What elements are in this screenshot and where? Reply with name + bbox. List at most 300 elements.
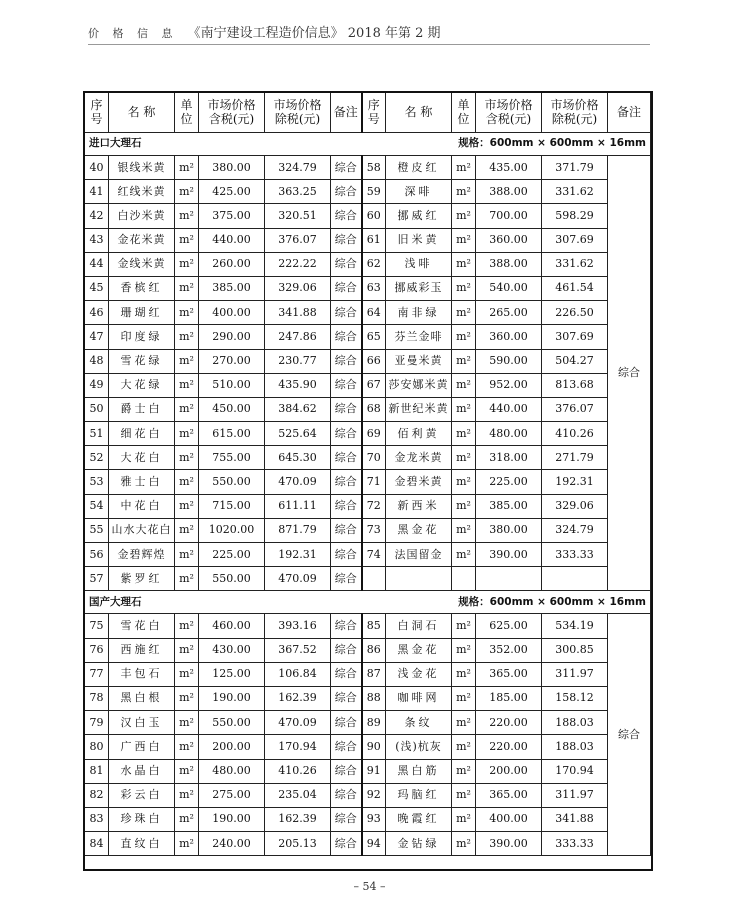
item-price-notax: 813.68 — [542, 373, 608, 397]
table-row — [85, 446, 651, 470]
table-row — [85, 301, 651, 325]
item-price-notax: 363.25 — [265, 180, 331, 204]
item-price-tax: 590.00 — [476, 349, 542, 373]
item-unit: m² — [175, 228, 199, 252]
item-note: 综合 — [331, 422, 362, 446]
item-no: 55 — [85, 518, 109, 542]
merged-note: 综合 — [608, 156, 651, 591]
item-name: 红线米黄 — [109, 180, 175, 204]
item-no: 80 — [85, 735, 109, 759]
item-price-tax: 550.00 — [199, 567, 265, 591]
col-price-notax: 市场价格 除税(元) — [542, 93, 608, 133]
page-header — [88, 22, 441, 41]
item-note: 综合 — [331, 397, 362, 421]
item-no: 42 — [85, 204, 109, 228]
col-unit: 单 位 — [175, 93, 199, 133]
item-price-notax: 410.26 — [542, 422, 608, 446]
item-note: 综合 — [331, 301, 362, 325]
table-row — [85, 422, 651, 446]
item-price-notax: 393.16 — [265, 614, 331, 638]
item-note: 综合 — [331, 470, 362, 494]
item-price-notax: 324.79 — [542, 518, 608, 542]
item-name: 丰包石 — [109, 662, 175, 686]
item-price-notax: 162.39 — [265, 807, 331, 831]
item-price-tax: 125.00 — [199, 662, 265, 686]
item-no: 48 — [85, 349, 109, 373]
item-price-tax: 365.00 — [476, 783, 542, 807]
col-note: 备注 — [608, 93, 651, 133]
item-unit: m² — [452, 276, 476, 300]
item-price-notax: 871.79 — [265, 518, 331, 542]
item-price-tax: 430.00 — [199, 638, 265, 662]
item-name: 旧米黄 — [386, 228, 452, 252]
item-name: 晚霞红 — [386, 807, 452, 831]
item-no: 59 — [362, 180, 386, 204]
item-price-notax: 333.33 — [542, 832, 608, 856]
item-price-notax: 247.86 — [265, 325, 331, 349]
item-price-tax: 700.00 — [476, 204, 542, 228]
item-unit: m² — [452, 228, 476, 252]
item-no: 41 — [85, 180, 109, 204]
item-no: 44 — [85, 252, 109, 276]
item-name: 亚曼米黄 — [386, 349, 452, 373]
item-note: 综合 — [331, 325, 362, 349]
item-no: 43 — [85, 228, 109, 252]
item-unit: m² — [452, 759, 476, 783]
item-note: 综合 — [331, 686, 362, 710]
item-unit: m² — [452, 156, 476, 180]
item-unit: m² — [452, 373, 476, 397]
item-no: 76 — [85, 638, 109, 662]
item-price-tax: 275.00 — [199, 783, 265, 807]
item-price-tax: 440.00 — [476, 397, 542, 421]
item-name: 法国留金 — [386, 543, 452, 567]
item-unit: m² — [452, 686, 476, 710]
item-unit: m² — [175, 325, 199, 349]
item-price-notax: 461.54 — [542, 276, 608, 300]
item-note: 综合 — [331, 446, 362, 470]
item-no: 78 — [85, 686, 109, 710]
item-price-tax: 220.00 — [476, 711, 542, 735]
item-unit: m² — [452, 180, 476, 204]
item-price-tax: 260.00 — [199, 252, 265, 276]
item-unit: m² — [175, 662, 199, 686]
item-price-notax: 188.03 — [542, 711, 608, 735]
item-price-notax: 235.04 — [265, 783, 331, 807]
item-unit: m² — [175, 422, 199, 446]
item-price-notax: 162.39 — [265, 686, 331, 710]
item-no: 90 — [362, 735, 386, 759]
item-price-tax: 290.00 — [199, 325, 265, 349]
item-no: 52 — [85, 446, 109, 470]
table-row — [85, 276, 651, 300]
item-price-tax: 952.00 — [476, 373, 542, 397]
item-name: 佰利黄 — [386, 422, 452, 446]
item-name: 爵士白 — [109, 397, 175, 421]
item-price-notax: 534.19 — [542, 614, 608, 638]
item-name: 橙皮红 — [386, 156, 452, 180]
item-price-tax: 480.00 — [199, 759, 265, 783]
item-unit: m² — [175, 252, 199, 276]
item-note: 综合 — [331, 638, 362, 662]
item-unit: m² — [175, 349, 199, 373]
item-unit: m² — [175, 373, 199, 397]
item-price-notax: 504.27 — [542, 349, 608, 373]
col-seq: 序 号 — [362, 93, 386, 133]
item-price-notax: 307.69 — [542, 228, 608, 252]
item-no: 91 — [362, 759, 386, 783]
item-price-tax: 360.00 — [476, 325, 542, 349]
item-price-tax: 380.00 — [199, 156, 265, 180]
item-no: 49 — [85, 373, 109, 397]
item-note: 综合 — [331, 349, 362, 373]
item-name: 黑金花 — [386, 638, 452, 662]
empty-cell — [542, 567, 608, 591]
item-note: 综合 — [331, 156, 362, 180]
table-row — [85, 807, 651, 831]
item-note: 综合 — [331, 180, 362, 204]
item-price-notax: 598.29 — [542, 204, 608, 228]
item-price-tax: 388.00 — [476, 252, 542, 276]
item-name: 山水大花白 — [109, 518, 175, 542]
item-no: 63 — [362, 276, 386, 300]
section-spec: 规格：600mm × 600mm × 16mm — [458, 137, 646, 150]
table-row — [85, 470, 651, 494]
item-price-tax: 200.00 — [199, 735, 265, 759]
item-name: 深啡 — [386, 180, 452, 204]
section-row — [85, 591, 651, 614]
item-note: 综合 — [331, 543, 362, 567]
item-unit: m² — [452, 252, 476, 276]
item-price-tax: 400.00 — [476, 807, 542, 831]
item-price-tax: 270.00 — [199, 349, 265, 373]
empty-cell — [386, 567, 452, 591]
table-row — [85, 494, 651, 518]
item-no: 86 — [362, 638, 386, 662]
item-no: 50 — [85, 397, 109, 421]
item-no: 82 — [85, 783, 109, 807]
item-price-notax: 300.85 — [542, 638, 608, 662]
item-price-notax: 106.84 — [265, 662, 331, 686]
item-note: 综合 — [331, 614, 362, 638]
item-price-tax: 550.00 — [199, 470, 265, 494]
item-name: 西施红 — [109, 638, 175, 662]
item-no: 81 — [85, 759, 109, 783]
item-price-tax: 318.00 — [476, 446, 542, 470]
item-unit: m² — [175, 397, 199, 421]
item-no: 56 — [85, 543, 109, 567]
item-unit: m² — [175, 156, 199, 180]
col-name: 名 称 — [109, 93, 175, 133]
item-unit: m² — [175, 518, 199, 542]
item-price-tax: 400.00 — [199, 301, 265, 325]
item-name: 挪威彩玉 — [386, 276, 452, 300]
item-no: 66 — [362, 349, 386, 373]
item-name: 金钻绿 — [386, 832, 452, 856]
item-price-tax: 550.00 — [199, 711, 265, 735]
item-name: (浅)杭灰 — [386, 735, 452, 759]
item-name: 金碧米黄 — [386, 470, 452, 494]
item-price-notax: 525.64 — [265, 422, 331, 446]
item-price-notax: 226.50 — [542, 301, 608, 325]
item-no: 68 — [362, 397, 386, 421]
item-name: 中花白 — [109, 494, 175, 518]
item-note: 综合 — [331, 276, 362, 300]
item-price-notax: 158.12 — [542, 686, 608, 710]
item-price-tax: 360.00 — [476, 228, 542, 252]
item-price-notax: 376.07 — [265, 228, 331, 252]
item-note: 综合 — [331, 783, 362, 807]
item-name: 金碧辉煌 — [109, 543, 175, 567]
item-no: 71 — [362, 470, 386, 494]
item-name: 水晶白 — [109, 759, 175, 783]
item-price-notax: 333.33 — [542, 543, 608, 567]
item-name: 彩云白 — [109, 783, 175, 807]
item-no: 94 — [362, 832, 386, 856]
item-unit: m² — [175, 301, 199, 325]
item-unit: m² — [452, 446, 476, 470]
item-name: 印度绿 — [109, 325, 175, 349]
item-name: 珊瑚红 — [109, 301, 175, 325]
item-no: 65 — [362, 325, 386, 349]
header-label: 价 格 信 息 — [88, 27, 178, 40]
item-price-notax: 470.09 — [265, 567, 331, 591]
item-no: 40 — [85, 156, 109, 180]
item-price-notax: 311.97 — [542, 783, 608, 807]
item-name: 挪威红 — [386, 204, 452, 228]
item-no: 75 — [85, 614, 109, 638]
item-name: 紫罗红 — [109, 567, 175, 591]
item-no: 85 — [362, 614, 386, 638]
item-price-notax: 435.90 — [265, 373, 331, 397]
item-note: 综合 — [331, 662, 362, 686]
item-no: 72 — [362, 494, 386, 518]
header-rule — [88, 44, 650, 45]
item-price-notax: 205.13 — [265, 832, 331, 856]
item-no: 88 — [362, 686, 386, 710]
item-name: 浅金花 — [386, 662, 452, 686]
item-no: 92 — [362, 783, 386, 807]
item-unit: m² — [175, 832, 199, 856]
item-unit: m² — [175, 204, 199, 228]
item-unit: m² — [452, 614, 476, 638]
merged-note: 综合 — [608, 614, 651, 856]
item-note: 综合 — [331, 518, 362, 542]
item-price-notax: 170.94 — [542, 759, 608, 783]
table-row — [85, 567, 651, 591]
item-unit: m² — [175, 711, 199, 735]
table-row — [85, 686, 651, 710]
item-price-notax: 320.51 — [265, 204, 331, 228]
item-no: 73 — [362, 518, 386, 542]
item-unit: m² — [175, 614, 199, 638]
table-row — [85, 325, 651, 349]
item-no: 57 — [85, 567, 109, 591]
item-price-tax: 220.00 — [476, 735, 542, 759]
item-price-tax: 352.00 — [476, 638, 542, 662]
item-note: 综合 — [331, 373, 362, 397]
item-name: 浅啡 — [386, 252, 452, 276]
item-no: 51 — [85, 422, 109, 446]
page-number: – 54 – — [353, 880, 386, 893]
item-price-notax: 329.06 — [542, 494, 608, 518]
item-price-tax: 190.00 — [199, 686, 265, 710]
col-name: 名 称 — [386, 93, 452, 133]
item-name: 南非绿 — [386, 301, 452, 325]
item-no: 58 — [362, 156, 386, 180]
item-no: 47 — [85, 325, 109, 349]
item-price-notax: 341.88 — [265, 301, 331, 325]
item-unit: m² — [452, 711, 476, 735]
col-unit: 单 位 — [452, 93, 476, 133]
item-note: 综合 — [331, 204, 362, 228]
item-price-tax: 480.00 — [476, 422, 542, 446]
table-row — [85, 543, 651, 567]
item-name: 细花白 — [109, 422, 175, 446]
item-price-notax: 331.62 — [542, 180, 608, 204]
item-name: 金花米黄 — [109, 228, 175, 252]
item-price-tax: 625.00 — [476, 614, 542, 638]
item-no: 46 — [85, 301, 109, 325]
item-unit: m² — [452, 662, 476, 686]
table-row — [85, 662, 651, 686]
item-unit: m² — [452, 543, 476, 567]
item-price-tax: 435.00 — [476, 156, 542, 180]
item-note: 综合 — [331, 832, 362, 856]
item-no: 74 — [362, 543, 386, 567]
item-unit: m² — [175, 686, 199, 710]
item-unit: m² — [452, 325, 476, 349]
item-unit: m² — [452, 397, 476, 421]
item-price-notax: 170.94 — [265, 735, 331, 759]
item-name: 金龙米黄 — [386, 446, 452, 470]
item-name: 珍珠白 — [109, 807, 175, 831]
table-row — [85, 228, 651, 252]
item-name: 黑白筋 — [386, 759, 452, 783]
item-price-notax: 410.26 — [265, 759, 331, 783]
item-note: 综合 — [331, 494, 362, 518]
item-name: 直纹白 — [109, 832, 175, 856]
item-price-notax: 192.31 — [265, 543, 331, 567]
item-name: 新世纪米黄 — [386, 397, 452, 421]
item-unit: m² — [452, 494, 476, 518]
item-note: 综合 — [331, 807, 362, 831]
item-unit: m² — [452, 783, 476, 807]
item-name: 大花绿 — [109, 373, 175, 397]
item-name: 大花白 — [109, 446, 175, 470]
empty-cell — [476, 567, 542, 591]
item-price-notax: 367.52 — [265, 638, 331, 662]
item-price-tax: 390.00 — [476, 832, 542, 856]
item-price-notax: 371.79 — [542, 156, 608, 180]
item-price-notax: 611.11 — [265, 494, 331, 518]
table-row — [85, 783, 651, 807]
item-no: 54 — [85, 494, 109, 518]
item-name: 雪花白 — [109, 614, 175, 638]
table-row — [85, 832, 651, 856]
item-unit: m² — [452, 422, 476, 446]
item-unit: m² — [175, 759, 199, 783]
item-unit: m² — [452, 349, 476, 373]
item-no: 77 — [85, 662, 109, 686]
table-row — [85, 638, 651, 662]
empty-cell — [452, 567, 476, 591]
item-no: 87 — [362, 662, 386, 686]
item-name: 黑金花 — [386, 518, 452, 542]
item-name: 新西米 — [386, 494, 452, 518]
section-header — [85, 591, 651, 614]
item-name: 黑白根 — [109, 686, 175, 710]
item-price-tax: 425.00 — [199, 180, 265, 204]
item-price-tax: 265.00 — [476, 301, 542, 325]
item-unit: m² — [175, 567, 199, 591]
item-price-notax: 230.77 — [265, 349, 331, 373]
item-name: 咖啡网 — [386, 686, 452, 710]
item-no: 69 — [362, 422, 386, 446]
item-price-notax: 376.07 — [542, 397, 608, 421]
item-unit: m² — [175, 276, 199, 300]
item-unit: m² — [175, 446, 199, 470]
item-name: 白洞石 — [386, 614, 452, 638]
item-name: 金线米黄 — [109, 252, 175, 276]
item-no: 53 — [85, 470, 109, 494]
table-row — [85, 614, 651, 638]
item-no: 79 — [85, 711, 109, 735]
item-price-tax: 615.00 — [199, 422, 265, 446]
item-no: 60 — [362, 204, 386, 228]
item-name: 香槟红 — [109, 276, 175, 300]
header-title: 《南宁建设工程造价信息》 2018 年第 2 期 — [187, 26, 441, 41]
table-row — [85, 156, 651, 180]
item-name: 雪花绿 — [109, 349, 175, 373]
item-price-tax: 240.00 — [199, 832, 265, 856]
item-price-tax: 225.00 — [476, 470, 542, 494]
table-row — [85, 349, 651, 373]
item-price-tax: 190.00 — [199, 807, 265, 831]
item-price-notax: 192.31 — [542, 470, 608, 494]
item-price-tax: 510.00 — [199, 373, 265, 397]
item-unit: m² — [452, 518, 476, 542]
item-price-notax: 331.62 — [542, 252, 608, 276]
item-no: 67 — [362, 373, 386, 397]
col-seq: 序 号 — [85, 93, 109, 133]
item-unit: m² — [175, 180, 199, 204]
item-price-notax: 324.79 — [265, 156, 331, 180]
item-price-tax: 755.00 — [199, 446, 265, 470]
item-price-notax: 271.79 — [542, 446, 608, 470]
table-row — [85, 759, 651, 783]
table-row — [85, 180, 651, 204]
item-name: 白沙米黄 — [109, 204, 175, 228]
item-note: 综合 — [331, 228, 362, 252]
item-price-tax: 365.00 — [476, 662, 542, 686]
item-unit: m² — [452, 301, 476, 325]
table-row — [85, 373, 651, 397]
item-unit: m² — [452, 807, 476, 831]
item-price-notax: 307.69 — [542, 325, 608, 349]
item-unit: m² — [175, 543, 199, 567]
item-unit: m² — [452, 204, 476, 228]
item-price-notax: 311.97 — [542, 662, 608, 686]
item-no: 61 — [362, 228, 386, 252]
item-unit: m² — [175, 735, 199, 759]
item-price-tax: 388.00 — [476, 180, 542, 204]
item-price-tax: 225.00 — [199, 543, 265, 567]
item-no: 93 — [362, 807, 386, 831]
price-table — [84, 92, 651, 856]
item-unit: m² — [452, 470, 476, 494]
col-note: 备注 — [331, 93, 362, 133]
